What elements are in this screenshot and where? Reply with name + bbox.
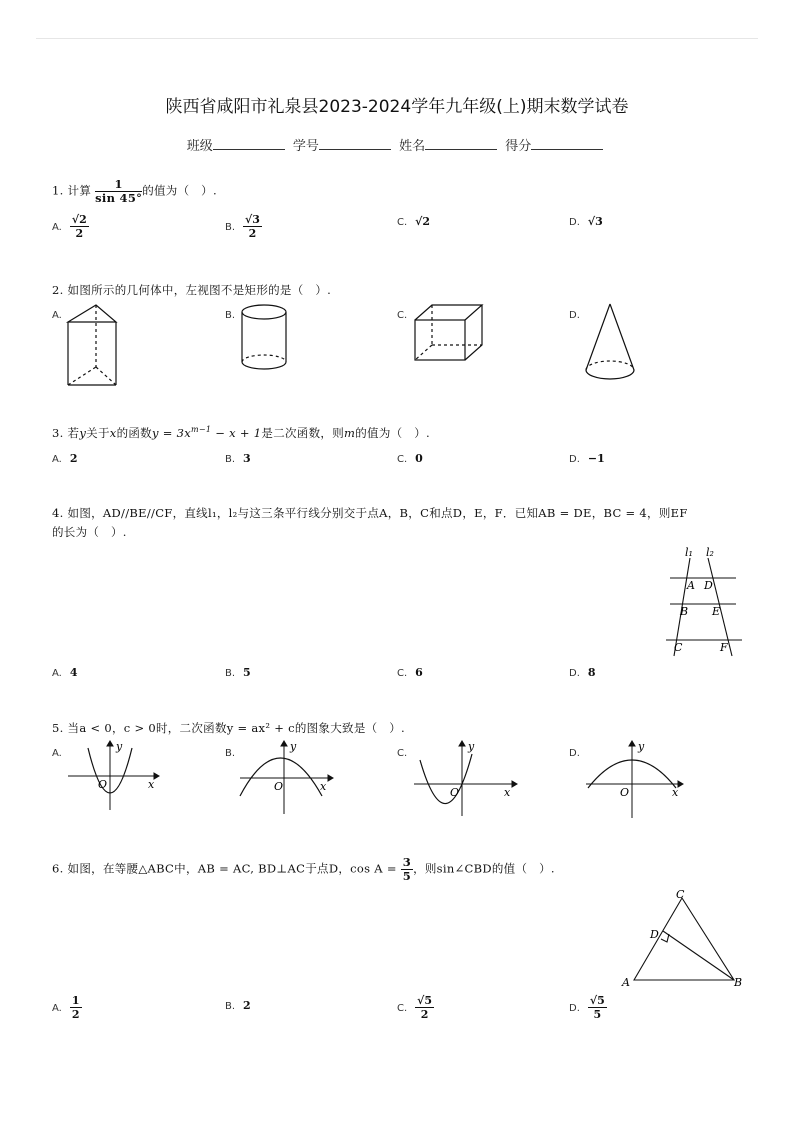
question-4-stem-line-1: 4. 如图，AD//BE//CF，直线l₁，l₂与这三条平行线分别交于点A，B，C和点D，E，F．已知AB = DE，BC = 4，则EF (52, 506, 688, 520)
label-E: E (712, 605, 721, 618)
label-D: D (650, 928, 659, 941)
q6-option-c[interactable]: C. $\frac{√5}{2}$ (397, 994, 433, 1021)
q3-option-c[interactable]: C. 0 (397, 452, 423, 465)
q1-option-a[interactable]: A. $\frac{√2}{2}$ (52, 213, 87, 240)
q2-option-c[interactable]: C. (397, 310, 408, 321)
graph-d (584, 740, 684, 818)
label-A: A (622, 976, 630, 989)
label-l2: l₂ (706, 546, 714, 559)
svg-text:y: y (638, 740, 645, 753)
graph-a (66, 740, 160, 812)
q4-option-d[interactable]: D. 8 (569, 666, 596, 679)
graph-b (238, 740, 334, 816)
q1-fraction: $\frac{1}{\sin 45^\circ}$ (95, 177, 143, 205)
svg-text:x: x (320, 780, 327, 793)
name-field[interactable] (425, 137, 497, 150)
exam-title: 陕西省咸阳市礼泉县2023-2024学年九年级(上)期末数学试卷 (165, 97, 629, 117)
q4-option-b[interactable]: B. 5 (225, 666, 251, 679)
question-2-stem: 2. 如图所示的几何体中，左视图不是矩形的是（ ）. (52, 283, 332, 297)
question-5-stem: 5. 当a < 0，c > 0时，二次函数y = ax² + c的图象大致是（ ）. (52, 721, 405, 735)
q1-option-b[interactable]: B. $\frac{√3}{2}$ (225, 213, 260, 240)
cube-figure (412, 302, 486, 364)
svg-text:x: x (148, 778, 155, 791)
q5-option-d[interactable]: D. (569, 748, 580, 759)
graph-c (412, 740, 518, 816)
triangular-prism-figure (64, 302, 124, 390)
q3-option-d[interactable]: D. −1 (569, 452, 605, 465)
q3-option-b[interactable]: B. 3 (225, 452, 251, 465)
question-4-stem-line-2: 的长为（ ）. (52, 525, 127, 539)
q6-option-b[interactable]: B. 2 (225, 999, 251, 1012)
svg-text:x: x (672, 786, 679, 799)
q2-option-b[interactable]: B. (225, 310, 236, 321)
label-D: D (704, 579, 713, 592)
label-B: B (680, 605, 689, 618)
parallel-lines-figure (662, 544, 744, 658)
svg-text:y: y (290, 740, 297, 753)
score-field[interactable] (531, 137, 603, 150)
student-id-label: 学号 (292, 139, 319, 154)
score-label: 得分 (505, 139, 532, 154)
label-B: B (734, 976, 743, 989)
q6-option-d[interactable]: D. $\frac{√5}{5}$ (569, 994, 605, 1021)
class-field[interactable] (213, 137, 285, 150)
q1-option-c[interactable]: C. √2 (397, 215, 431, 228)
q6-fraction: $\frac{3}{5}$ (402, 855, 412, 883)
q2-option-a[interactable]: A. (52, 310, 62, 321)
q5-option-a[interactable]: A. (52, 748, 62, 759)
q2-option-d[interactable]: D. (569, 310, 580, 321)
question-1-stem: 1. 计算 $\frac{1}{\sin 45^\circ}$ 的值为（ ）. (52, 177, 217, 205)
name-label: 姓名 (399, 139, 426, 154)
q4-option-a[interactable]: A. 4 (52, 666, 78, 679)
q3-option-a[interactable]: A. 2 (52, 452, 78, 465)
q5-option-c[interactable]: C. (397, 748, 408, 759)
svg-text:x: x (504, 786, 511, 799)
student-info-line (0, 135, 794, 154)
label-l1: l₁ (685, 546, 693, 559)
top-rule (36, 38, 758, 39)
svg-text:O: O (450, 786, 460, 799)
question-6-stem: 6. 如图，在等腰△ABC中，AB = AC, BD⊥AC于点D，cos A = $\frac{3}{5}$ ，则sin∠CBD的值（ ）. (52, 855, 555, 883)
svg-text:O: O (98, 778, 108, 791)
label-F: F (720, 641, 728, 654)
q6-option-a[interactable]: A. $\frac{1}{2}$ (52, 994, 80, 1021)
svg-text:O: O (620, 786, 630, 799)
svg-text:y: y (468, 740, 475, 753)
label-C: C (674, 641, 683, 654)
student-id-field[interactable] (319, 137, 391, 150)
q5-option-b[interactable]: B. (225, 748, 236, 759)
cylinder-figure (238, 302, 290, 374)
svg-text:y: y (116, 740, 123, 753)
label-A: A (687, 579, 695, 592)
svg-text:O: O (274, 780, 284, 793)
cone-figure (582, 300, 638, 386)
question-3-stem: 3. 若y关于x的函数$y = 3x^{m-1} - x + 1$是二次函数，则m的值为（ ）. (52, 425, 430, 440)
class-label: 班级 (186, 139, 213, 154)
isosceles-triangle-figure (620, 886, 746, 990)
label-C: C (676, 888, 685, 901)
q1-option-d[interactable]: D. √3 (569, 215, 603, 228)
q4-option-c[interactable]: C. 6 (397, 666, 423, 679)
